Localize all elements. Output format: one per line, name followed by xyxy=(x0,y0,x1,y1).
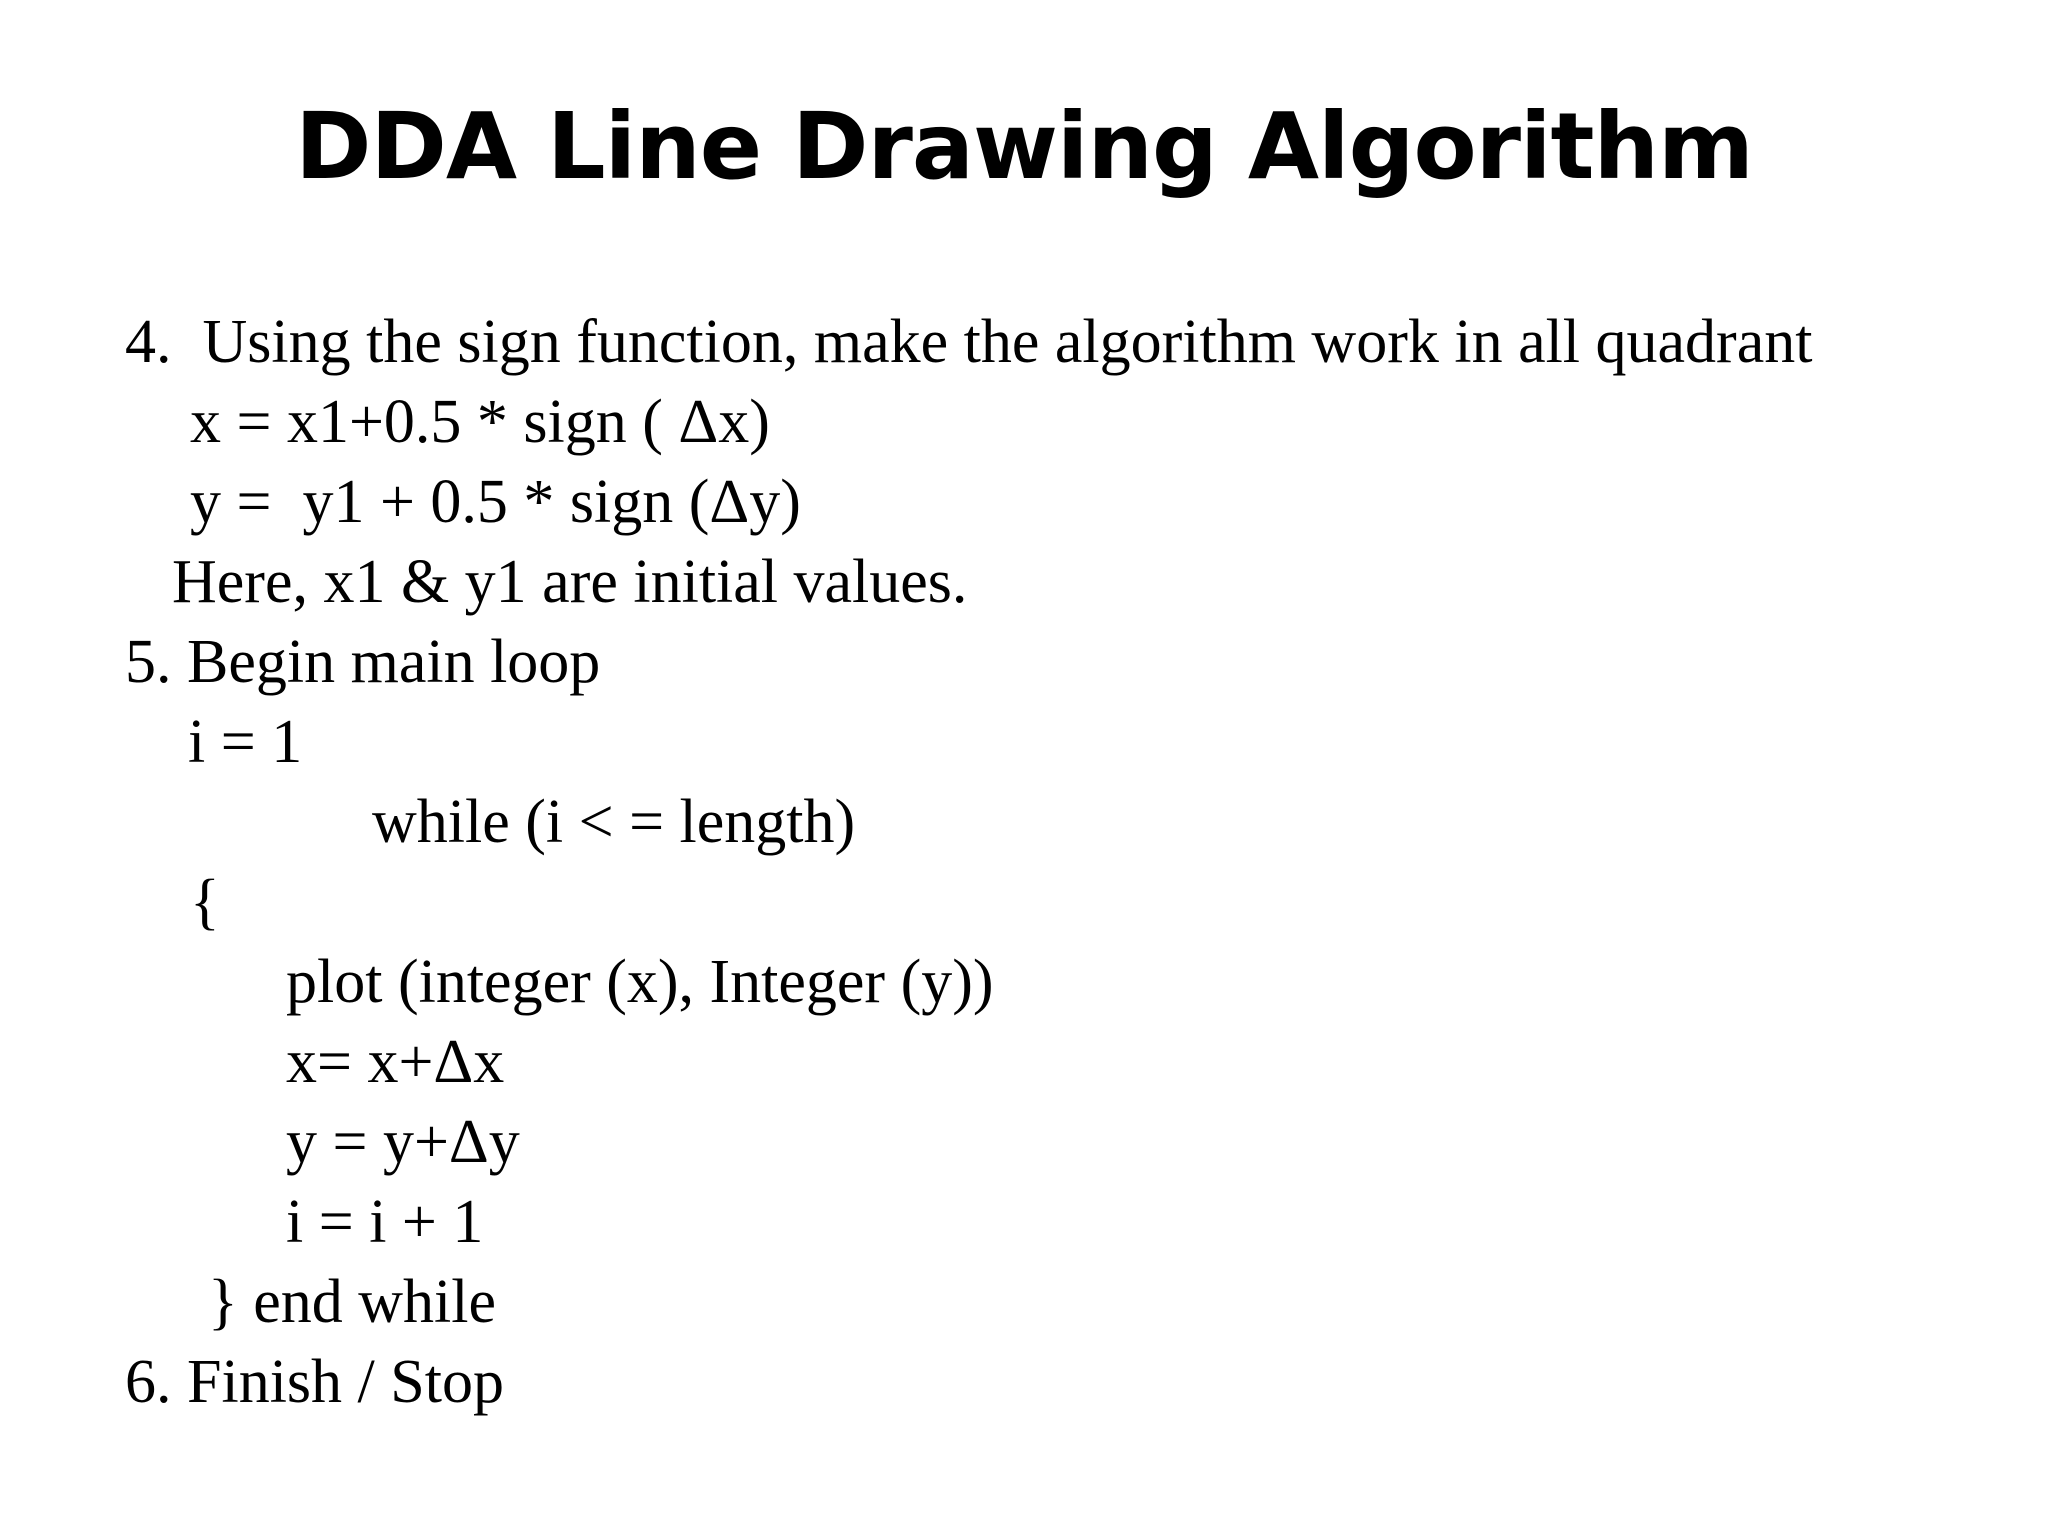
plot-statement: plot (integer (x), Integer (y)) xyxy=(286,948,994,1016)
y-init-formula: y = y1 + 0.5 * sign (Δy) xyxy=(190,468,801,536)
step-6-text: 6. Finish / Stop xyxy=(125,1348,504,1416)
counter-init: i = 1 xyxy=(188,708,303,776)
y-increment: y = y+Δy xyxy=(286,1108,520,1176)
x-init-formula: x = x1+0.5 * sign ( Δx) xyxy=(190,388,770,456)
end-while: } end while xyxy=(208,1268,497,1336)
initial-values-note: Here, x1 & y1 are initial values. xyxy=(172,548,968,616)
open-brace: { xyxy=(190,868,220,936)
slide-title: DDA Line Drawing Algorithm xyxy=(295,93,1753,200)
x-increment: x= x+Δx xyxy=(286,1028,505,1096)
step-4-text: 4. Using the sign function, make the algorithm work in all quadrant xyxy=(125,308,1813,376)
i-increment: i = i + 1 xyxy=(286,1188,484,1256)
step-5-text: 5. Begin main loop xyxy=(125,628,601,696)
while-condition: while (i < = length) xyxy=(372,788,856,856)
